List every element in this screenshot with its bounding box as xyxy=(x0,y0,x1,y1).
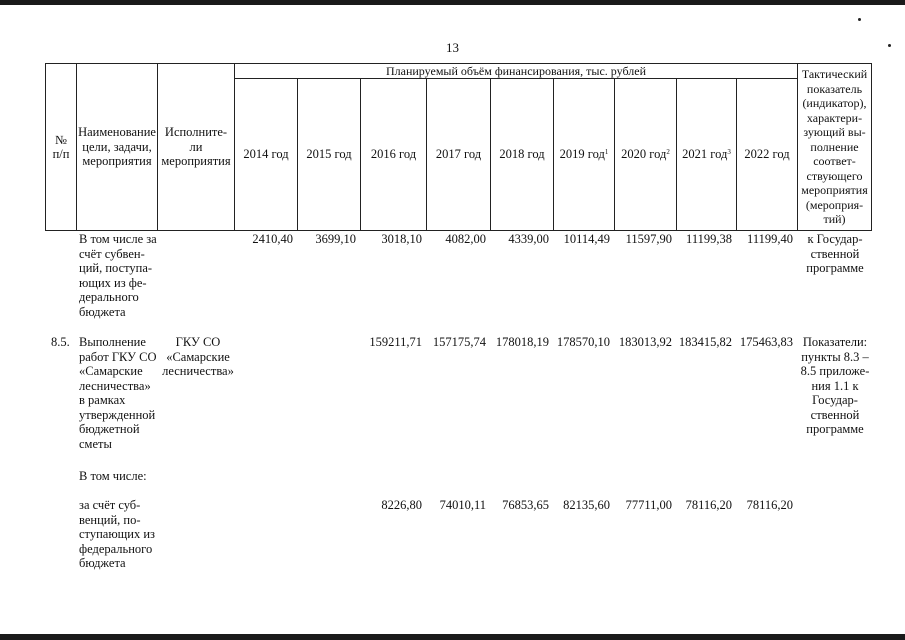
value-cell: 74010,11 xyxy=(439,498,486,512)
year-label: 2020 год xyxy=(621,147,667,162)
row-name: В том числе за счёт субвен- ций, поступа- ющих из фе- дерального бюджета xyxy=(79,232,157,319)
header-year xyxy=(554,79,614,230)
year-label: 2019 год xyxy=(559,147,605,162)
header-year xyxy=(737,79,797,230)
header-year xyxy=(677,79,736,230)
col-divider xyxy=(871,63,872,231)
page-number: 13 xyxy=(446,40,459,55)
value-cell: 178018,19 xyxy=(495,335,549,349)
value-cell: 175463,83 xyxy=(739,335,793,349)
value-cell: 157175,74 xyxy=(432,335,486,349)
year-label: 2021 год xyxy=(682,147,728,162)
row-number: 8.5. xyxy=(51,335,70,349)
value-cell: 77711,00 xyxy=(625,498,672,512)
row-name: Выполнение работ ГКУ СО «Самарские лесничества» в рамках утвержденной бюджетной сметы xyxy=(79,335,157,451)
value-cell: 11199,38 xyxy=(686,232,732,246)
header-executor: Исполните- ли мероприятия xyxy=(161,125,231,169)
value-cell: 3699,10 xyxy=(315,232,356,246)
value-cell: 2410,40 xyxy=(252,232,293,246)
scan-top-border xyxy=(0,0,905,5)
value-cell: 4339,00 xyxy=(508,232,549,246)
header-planned-funding: Планируемый объём финансирования, тыс. рублей xyxy=(385,63,646,78)
year-label: 2014 год xyxy=(243,147,289,162)
value-cell: 159211,71 xyxy=(369,335,422,349)
value-cell: 183013,92 xyxy=(618,335,672,349)
row-indicator: к Государ- ственной программе xyxy=(806,232,864,275)
value-cell: 4082,00 xyxy=(445,232,486,246)
value-cell: 82135,60 xyxy=(563,498,610,512)
value-cell: 183415,82 xyxy=(678,335,732,349)
year-label: 2018 год xyxy=(499,147,545,162)
year-label: 2015 год xyxy=(306,147,352,162)
row-indicator: Показатели: пункты 8.3 – 8.5 приложе- ния 1.1 к Государ- ственной программе xyxy=(800,335,870,436)
footnote-marker: 3 xyxy=(727,148,731,157)
header-year xyxy=(235,79,297,230)
footnote-marker: 2 xyxy=(666,148,670,157)
year-label: 2017 год xyxy=(435,147,482,162)
value-cell: 76853,65 xyxy=(502,498,549,512)
value-cell: 178570,10 xyxy=(556,335,610,349)
header-year xyxy=(361,79,426,230)
scan-speck xyxy=(858,18,861,21)
header-year xyxy=(427,79,490,230)
header-row-number: № п/п xyxy=(52,132,70,161)
scan-bottom-border xyxy=(0,634,905,640)
row-name: за счёт суб- венций, по- ступающих из федерального бюджета xyxy=(79,498,155,570)
value-cell: 11597,90 xyxy=(625,232,672,246)
header-bottom-rule xyxy=(45,230,872,231)
value-cell: 78116,20 xyxy=(746,498,793,512)
row-executor: ГКУ СО «Самарские лесничества» xyxy=(162,335,234,378)
header-year xyxy=(298,79,360,230)
value-cell: 11199,40 xyxy=(747,232,793,246)
header-year xyxy=(491,79,553,230)
value-cell: 10114,49 xyxy=(563,232,610,246)
value-cell: 3018,10 xyxy=(381,232,422,246)
year-label: 2016 год xyxy=(370,147,417,162)
footnote-marker: 1 xyxy=(604,148,609,157)
row-name: В том числе: xyxy=(79,469,147,483)
header-year xyxy=(615,79,676,230)
header-indicator: Тактический показатель (индикатор), характери- зующий вы- полнение соответ- ствующего мероприятия (мероприя- тий) xyxy=(801,67,868,227)
value-cell: 78116,20 xyxy=(685,498,732,512)
header-name: Наименование цели, задачи, мероприятия xyxy=(78,125,156,169)
value-cell: 8226,80 xyxy=(381,498,422,512)
year-label: 2022 год xyxy=(744,147,790,162)
